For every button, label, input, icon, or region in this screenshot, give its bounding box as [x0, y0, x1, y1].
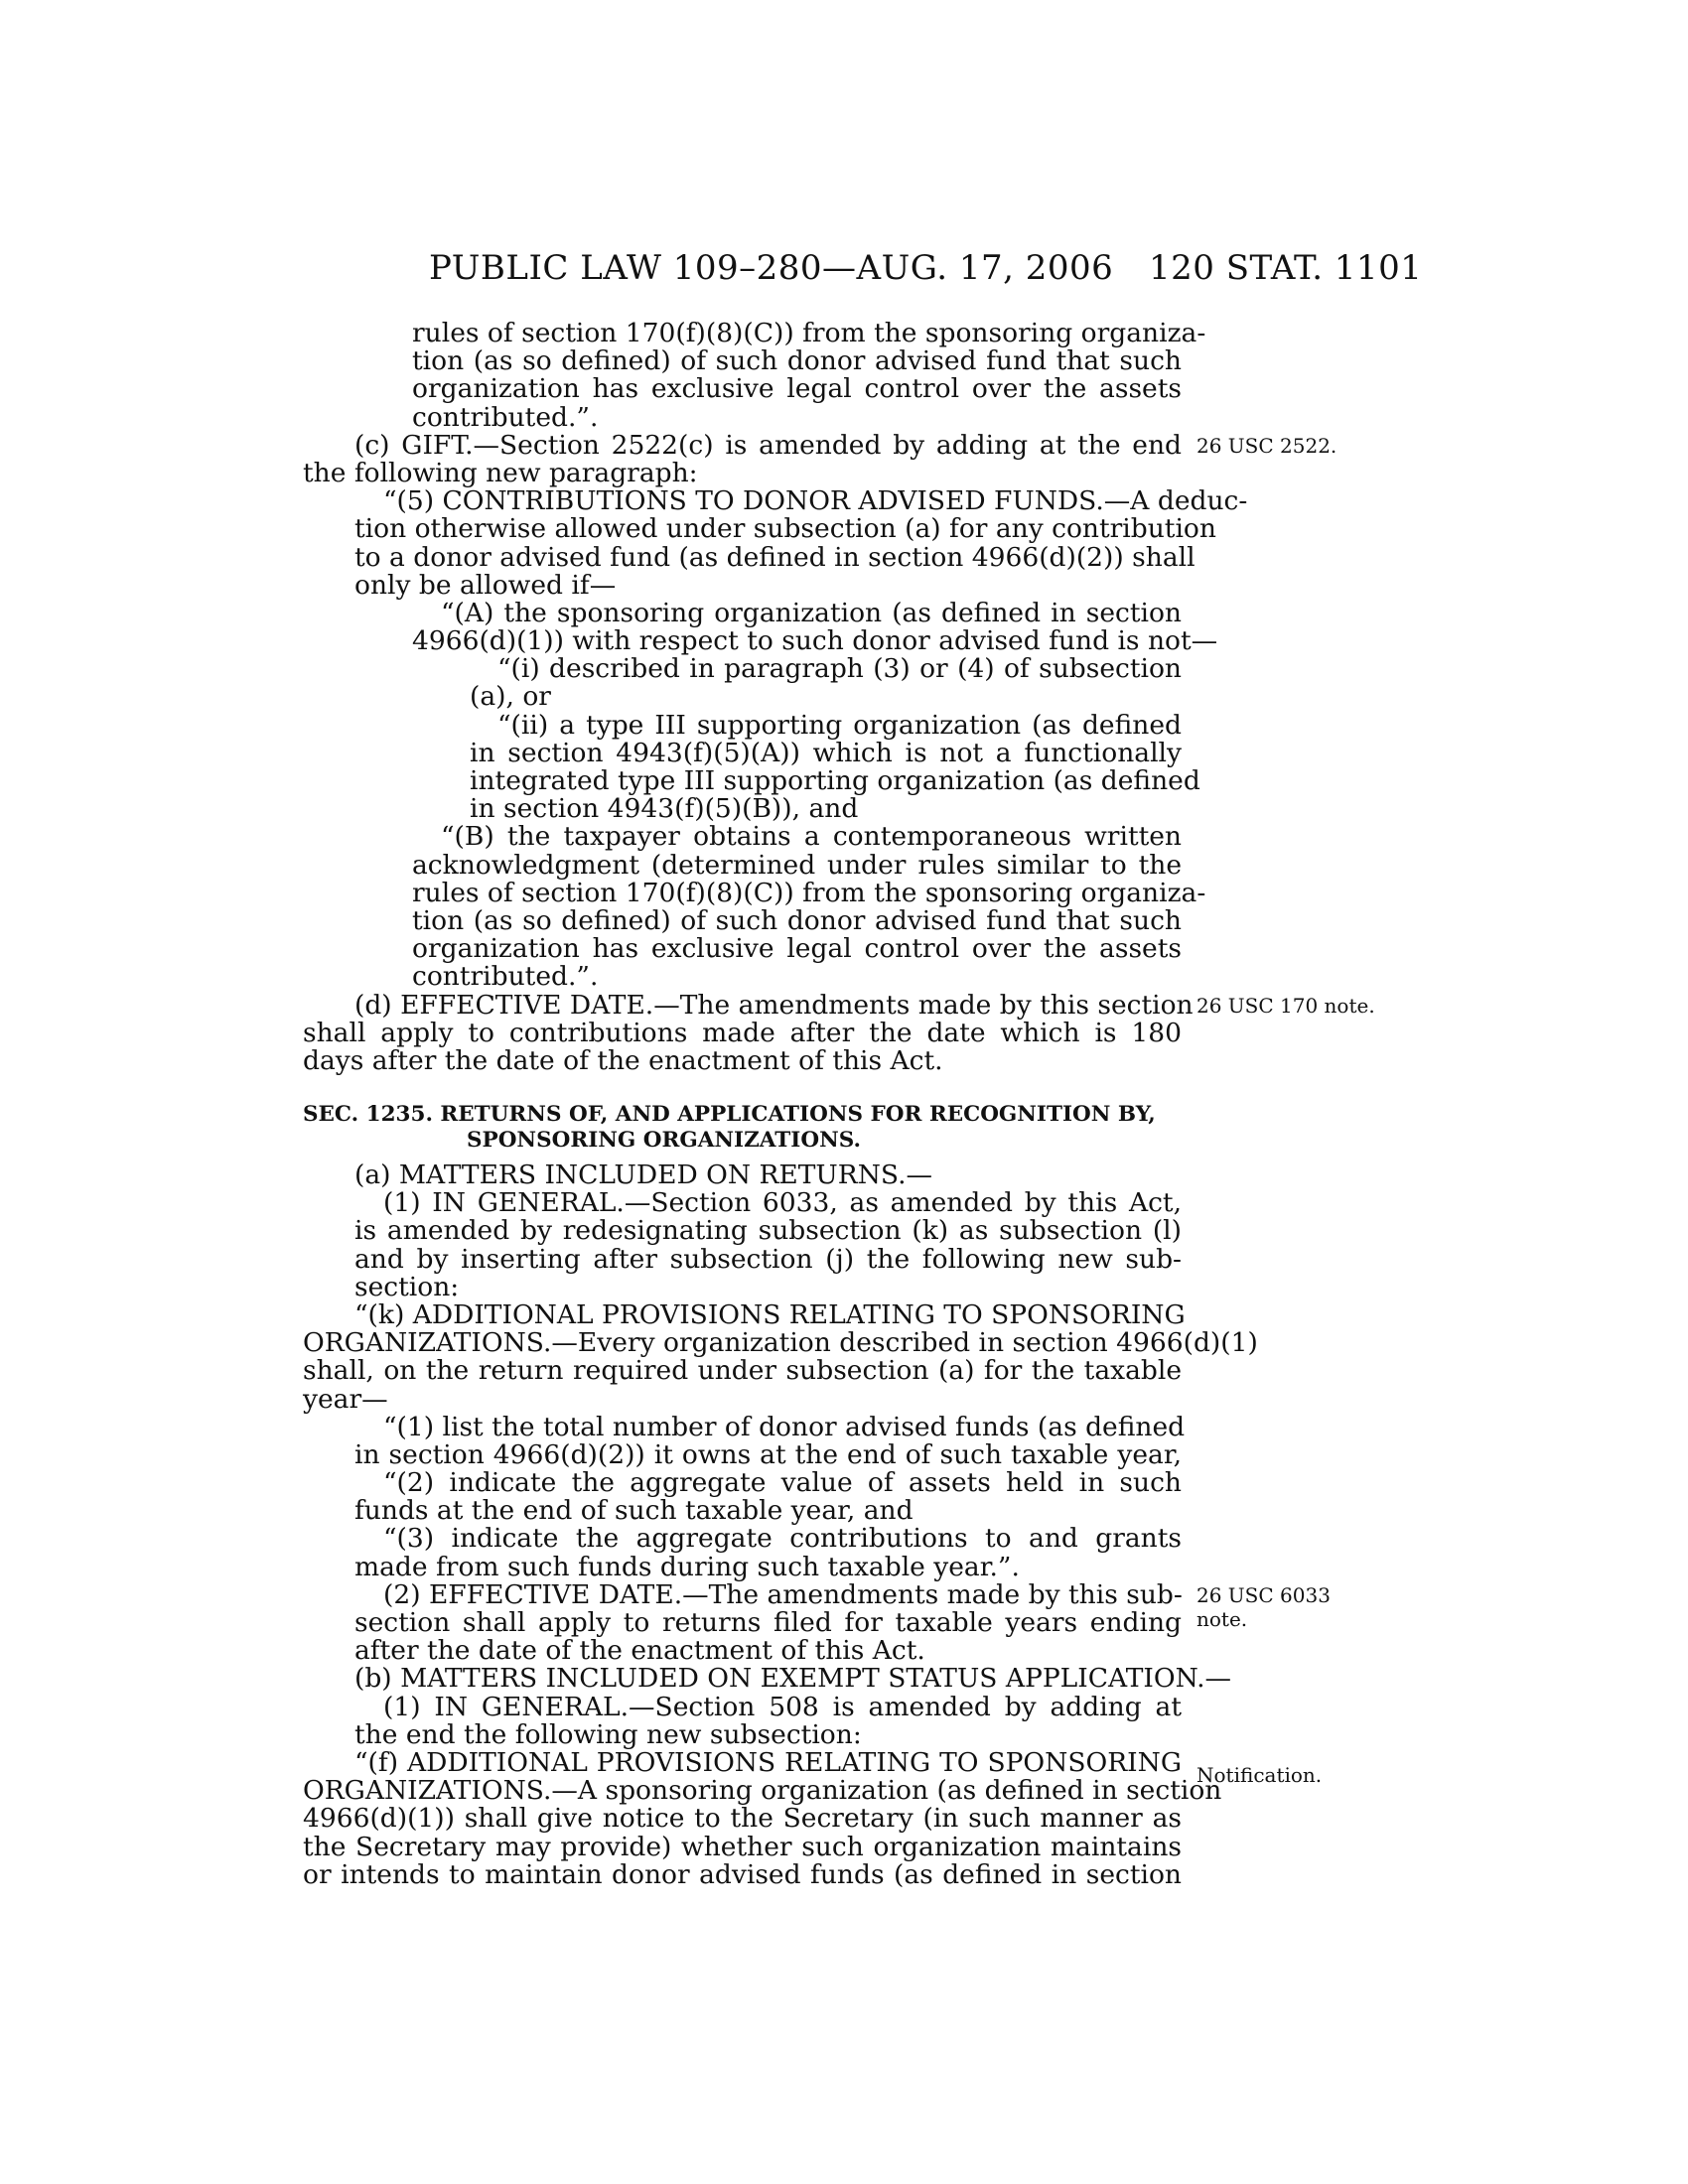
text-line: and by inserting after subsection (j) the following new sub-	[354, 1243, 1182, 1275]
margin-note-usc-2522: 26 USC 2522.	[1196, 434, 1337, 458]
margin-note-notification: Notification.	[1196, 1763, 1323, 1787]
text-line: “(k) ADDITIONAL PROVISIONS RELATING TO SPONSORING	[354, 1298, 1186, 1330]
body-text-block-1	[303, 318, 1248, 1076]
text-line: in section 4966(d)(2)) it owns at the end of such taxable year,	[354, 1438, 1182, 1470]
text-line: is amended by redesignating subsection (k) as subsection (l)	[354, 1215, 1182, 1247]
text-line: contributed.”.	[412, 961, 599, 993]
margin-note-usc-6033: 26 USC 6033	[1196, 1583, 1331, 1607]
text-line: (b) MATTERS INCLUDED ON EXEMPT STATUS APPLICATION.—	[354, 1663, 1232, 1695]
text-line: in section 4943(f)(5)(B)), and	[470, 793, 859, 825]
text-line: (1) IN GENERAL.—Section 508 is amended by adding at	[383, 1691, 1182, 1722]
text-line: to a donor advised fund (as defined in section 4966(d)(2)) shall	[354, 541, 1196, 573]
text-line: made from such funds during such taxable year.”.	[354, 1551, 1020, 1582]
text-line: rules of section 170(f)(8)(C)) from the sponsoring organiza-	[412, 877, 1206, 908]
text-line: “(1) list the total number of donor advised funds (as defined	[383, 1411, 1186, 1442]
text-line: “(3) indicate the aggregate contributions to and grants	[383, 1523, 1182, 1555]
text-line: days after the date of the enactment of this Act.	[303, 1044, 943, 1076]
text-line: the following new paragraph:	[303, 457, 698, 488]
text-line: rules of section 170(f)(8)(C)) from the sponsoring organiza-	[412, 318, 1206, 348]
text-line: shall apply to contributions made after the date which is 180	[303, 1017, 1182, 1048]
section-heading-line-2: SPONSORING ORGANIZATIONS.	[467, 1128, 861, 1153]
text-line: only be allowed if—	[354, 569, 617, 601]
margin-note-usc-170: 26 USC 170 note.	[1196, 994, 1375, 1018]
text-line: year—	[303, 1383, 388, 1415]
text-line: “(A) the sponsoring organization (as defined in section	[441, 597, 1182, 628]
text-line: (c) GIFT.—Section 2522(c) is amended by adding at the end	[354, 429, 1182, 461]
text-line: the end the following new subsection:	[354, 1718, 862, 1750]
text-line: the Secretary may provide) whether such organization maintains	[303, 1831, 1182, 1862]
running-header-title: PUBLIC LAW 109–280—AUG. 17, 2006	[429, 248, 1114, 288]
text-line: (a) MATTERS INCLUDED ON RETURNS.—	[354, 1160, 933, 1190]
text-line: “(f) ADDITIONAL PROVISIONS RELATING TO SPONSORING	[354, 1746, 1182, 1778]
text-line: 4966(d)(1)) shall give notice to the Secretary (in such manner as	[303, 1803, 1182, 1835]
text-line: organization has exclusive legal control over the assets	[412, 373, 1182, 405]
text-line: tion (as so defined) of such donor advised fund that such	[412, 904, 1182, 936]
text-line: organization has exclusive legal control over the assets	[412, 933, 1182, 965]
text-line: “(ii) a type III supporting organization (as defined	[497, 709, 1182, 741]
text-line: (1) IN GENERAL.—Section 6033, as amended by this Act,	[383, 1187, 1182, 1219]
text-line: “(5) CONTRIBUTIONS TO DONOR ADVISED FUNDS.—A deduc-	[383, 485, 1248, 517]
text-line: contributed.”.	[412, 401, 599, 433]
text-line: tion (as so defined) of such donor advised fund that such	[412, 345, 1182, 377]
text-line: shall, on the return required under subsection (a) for the taxable	[303, 1355, 1182, 1387]
statute-page-number: 120 STAT. 1101	[1149, 248, 1423, 288]
text-line: “(2) indicate the aggregate value of assets held in such	[383, 1467, 1182, 1499]
text-line: funds at the end of such taxable year, and	[354, 1495, 914, 1527]
text-line: after the date of the enactment of this Act.	[354, 1635, 925, 1667]
text-line: section shall apply to returns filed for taxable years ending	[354, 1607, 1182, 1638]
text-line: “(B) the taxpayer obtains a contemporaneous written	[441, 821, 1182, 853]
text-line: ORGANIZATIONS.—A sponsoring organization (as defined in section	[303, 1775, 1222, 1807]
text-line: “(i) described in paragraph (3) or (4) of subsection	[497, 653, 1182, 685]
text-line: (2) EFFECTIVE DATE.—The amendments made by this sub-	[383, 1578, 1183, 1610]
text-line: integrated type III supporting organization (as defined	[470, 765, 1200, 796]
text-line: (a), or	[470, 681, 551, 713]
text-line: acknowledgment (determined under rules similar to the	[412, 849, 1182, 881]
text-line: tion otherwise allowed under subsection (a) for any contribution	[354, 513, 1216, 545]
text-line: or intends to maintain donor advised funds (as defined in section	[303, 1858, 1182, 1890]
text-line: ORGANIZATIONS.—Every organization described in section 4966(d)(1)	[303, 1327, 1258, 1359]
section-heading-line-1: SEC. 1235. RETURNS OF, AND APPLICATIONS FOR RECOGNITION BY,	[303, 1102, 1156, 1127]
text-line: section:	[354, 1271, 460, 1302]
margin-note-usc-6033-suffix: note.	[1196, 1607, 1248, 1631]
text-line: 4966(d)(1)) with respect to such donor advised fund is not—	[412, 625, 1218, 657]
text-line: (d) EFFECTIVE DATE.—The amendments made by this section	[354, 989, 1194, 1021]
text-line: in section 4943(f)(5)(A)) which is not a functionally	[470, 737, 1182, 768]
